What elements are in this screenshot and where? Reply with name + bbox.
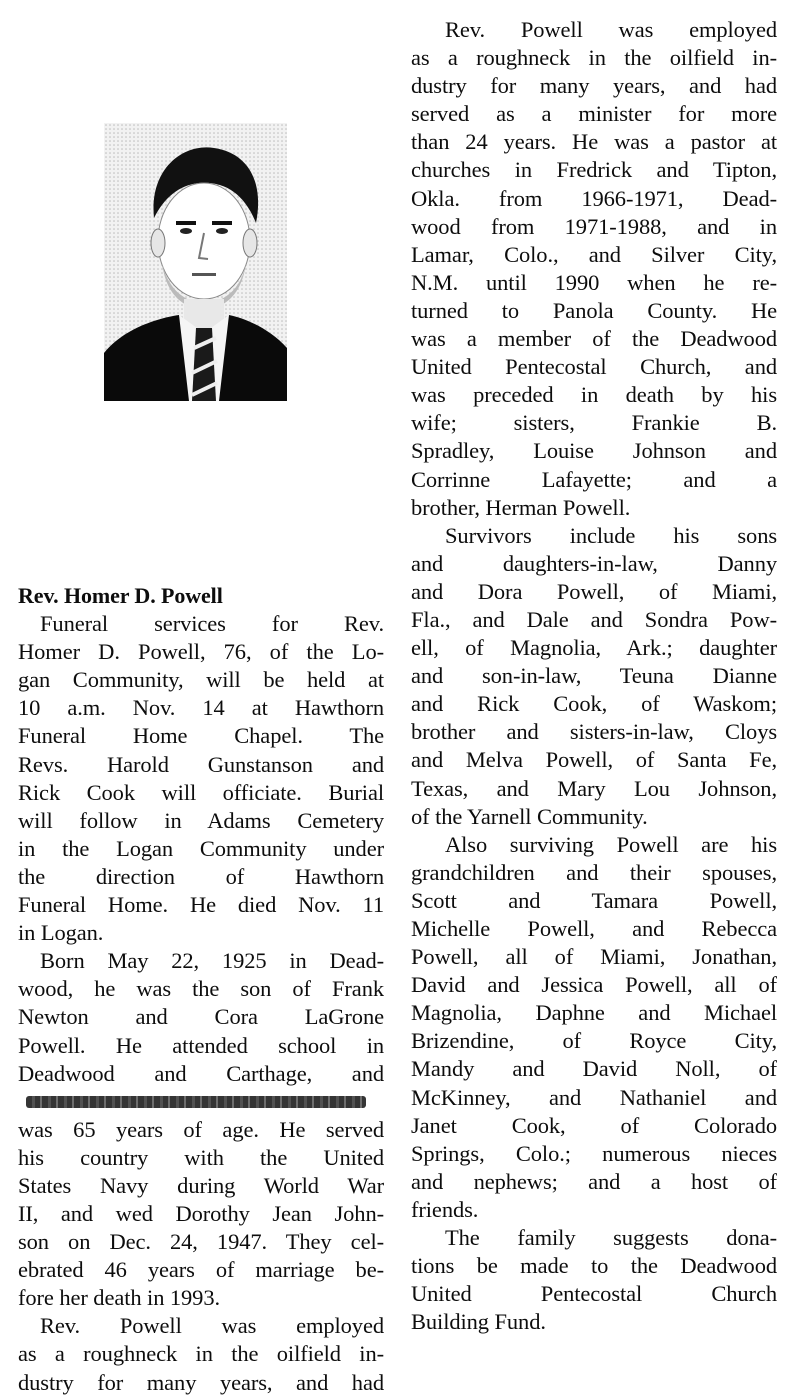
body-line: Spradley, Louise Johnson and — [411, 438, 777, 464]
body-line: dustry for many years, and had — [18, 1369, 384, 1395]
body-line: Newton and Cora LaGrone — [18, 1004, 384, 1030]
body-line: turned to Panola County. He — [411, 297, 777, 323]
body-line: Rick Cook will officiate. Burial — [18, 779, 384, 805]
body-line: Building Fund. — [411, 1309, 546, 1335]
body-line: gan Community, will be held at — [18, 667, 384, 693]
body-line: Scott and Tamara Powell, — [411, 887, 777, 913]
body-line: tions be made to the Deadwood — [411, 1253, 777, 1279]
body-line: Revs. Harold Gunstanson and — [18, 751, 384, 777]
body-line: wood, he was the son of Frank — [18, 976, 384, 1002]
body-line: friends. — [411, 1196, 479, 1222]
body-line: Texas, and Mary Lou Johnson, — [411, 775, 777, 801]
body-line: Michelle Powell, and Rebecca — [411, 916, 777, 941]
body-line: was a member of the Deadwood — [411, 326, 777, 352]
photo-spacer — [18, 0, 384, 582]
body-line: and Melva Powell, of Santa Fe, — [411, 747, 777, 773]
body-line: Deadwood and Carthage, and — [18, 1060, 384, 1086]
body-line: in the Logan Community under — [18, 835, 384, 861]
body-line: Survivors include his sons — [445, 522, 777, 548]
body-line: Also surviving Powell are his — [445, 831, 777, 857]
body-line: McKinney, and Nathaniel and — [411, 1084, 777, 1110]
body-line: ebrated 46 years of marriage be- — [18, 1257, 384, 1283]
body-line: II, and wed Dorothy Jean John- — [18, 1200, 384, 1226]
body-line: Born May 22, 1925 in Dead- — [40, 948, 384, 974]
body-line: Lamar, Colo., and Silver City, — [411, 241, 777, 267]
body-line: Magnolia, Daphne and Michael — [411, 1000, 777, 1026]
body-line: was preceded in death by his — [411, 382, 777, 408]
smudged-line — [26, 1096, 366, 1108]
body-line: in Logan. — [18, 920, 104, 946]
body-line: The family suggests dona- — [445, 1225, 777, 1251]
body-line: as a roughneck in the oilfield in- — [18, 1341, 384, 1367]
body-line: churches in Fredrick and Tipton, — [411, 157, 777, 183]
body-line: the direction of Hawthorn — [18, 863, 384, 889]
body-line: than 24 years. He was a pastor at — [411, 129, 777, 155]
obituary-headline: Rev. Homer D. Powell — [18, 583, 223, 608]
body-line: grandchildren and their spouses, — [411, 859, 777, 885]
body-line: United Pentecostal Church, and — [411, 354, 777, 380]
top-spacer — [411, 0, 777, 16]
body-line: his country with the United — [18, 1144, 384, 1170]
right-column — [411, 0, 777, 1336]
body-line: as a roughneck in the oilfield in- — [411, 45, 777, 71]
body-line: Brizendine, of Royce City, — [411, 1028, 777, 1054]
body-line: Corrinne Lafayette; and a — [411, 466, 777, 492]
body-line: was 65 years of age. He served — [18, 1116, 384, 1142]
body-line: N.M. until 1990 when he re- — [411, 269, 777, 295]
body-line: fore her death in 1993. — [18, 1285, 221, 1311]
body-line: Powell. He attended school in — [18, 1032, 384, 1058]
body-line: and Dora Powell, of Miami, — [411, 578, 777, 604]
body-line: Homer D. Powell, 76, of the Lo- — [18, 639, 384, 665]
body-line: son on Dec. 24, 1947. They cel- — [18, 1229, 384, 1255]
body-line: will follow in Adams Cemetery — [18, 807, 384, 833]
body-line: Janet Cook, of Colorado — [411, 1112, 777, 1138]
body-line: Rev. Powell was employed — [445, 17, 777, 42]
body-line: Funeral services for Rev. — [40, 611, 384, 637]
body-line: of the Yarnell Community. — [411, 803, 648, 829]
body-line: Okla. from 1966-1971, Dead- — [411, 185, 777, 211]
body-line: Funeral Home. He died Nov. 11 — [18, 892, 384, 918]
body-line: ell, of Magnolia, Ark.; daughter — [411, 635, 777, 661]
body-line: and daughters-in-law, Danny — [411, 550, 777, 576]
body-line: Funeral Home Chapel. The — [18, 723, 384, 749]
body-line: Rev. Powell was employed — [40, 1313, 384, 1339]
body-line: wood from 1971-1988, and in — [411, 213, 777, 239]
body-line: dustry for many years, and had — [411, 73, 777, 99]
left-column — [18, 0, 384, 1397]
body-line: Fla., and Dale and Sondra Pow- — [411, 606, 777, 632]
body-line: States Navy during World War — [18, 1172, 384, 1198]
body-line: Powell, all of Miami, Jonathan, — [411, 944, 777, 970]
body-line: brother and sisters-in-law, Cloys — [411, 719, 777, 745]
body-line: wife; sisters, Frankie B. — [411, 410, 777, 436]
body-line: and son-in-law, Teuna Dianne — [411, 663, 777, 689]
body-line: and nephews; and a host of — [411, 1168, 777, 1194]
body-line: and Rick Cook, of Waskom; — [411, 691, 777, 717]
body-line: Mandy and David Noll, of — [411, 1056, 777, 1082]
body-line: Springs, Colo.; numerous nieces — [411, 1140, 777, 1166]
body-line: United Pentecostal Church — [411, 1281, 777, 1307]
body-line: 10 a.m. Nov. 14 at Hawthorn — [18, 695, 384, 721]
body-line: brother, Herman Powell. — [411, 494, 631, 520]
body-line: David and Jessica Powell, all of — [411, 972, 777, 998]
body-line: served as a minister for more — [411, 101, 777, 127]
